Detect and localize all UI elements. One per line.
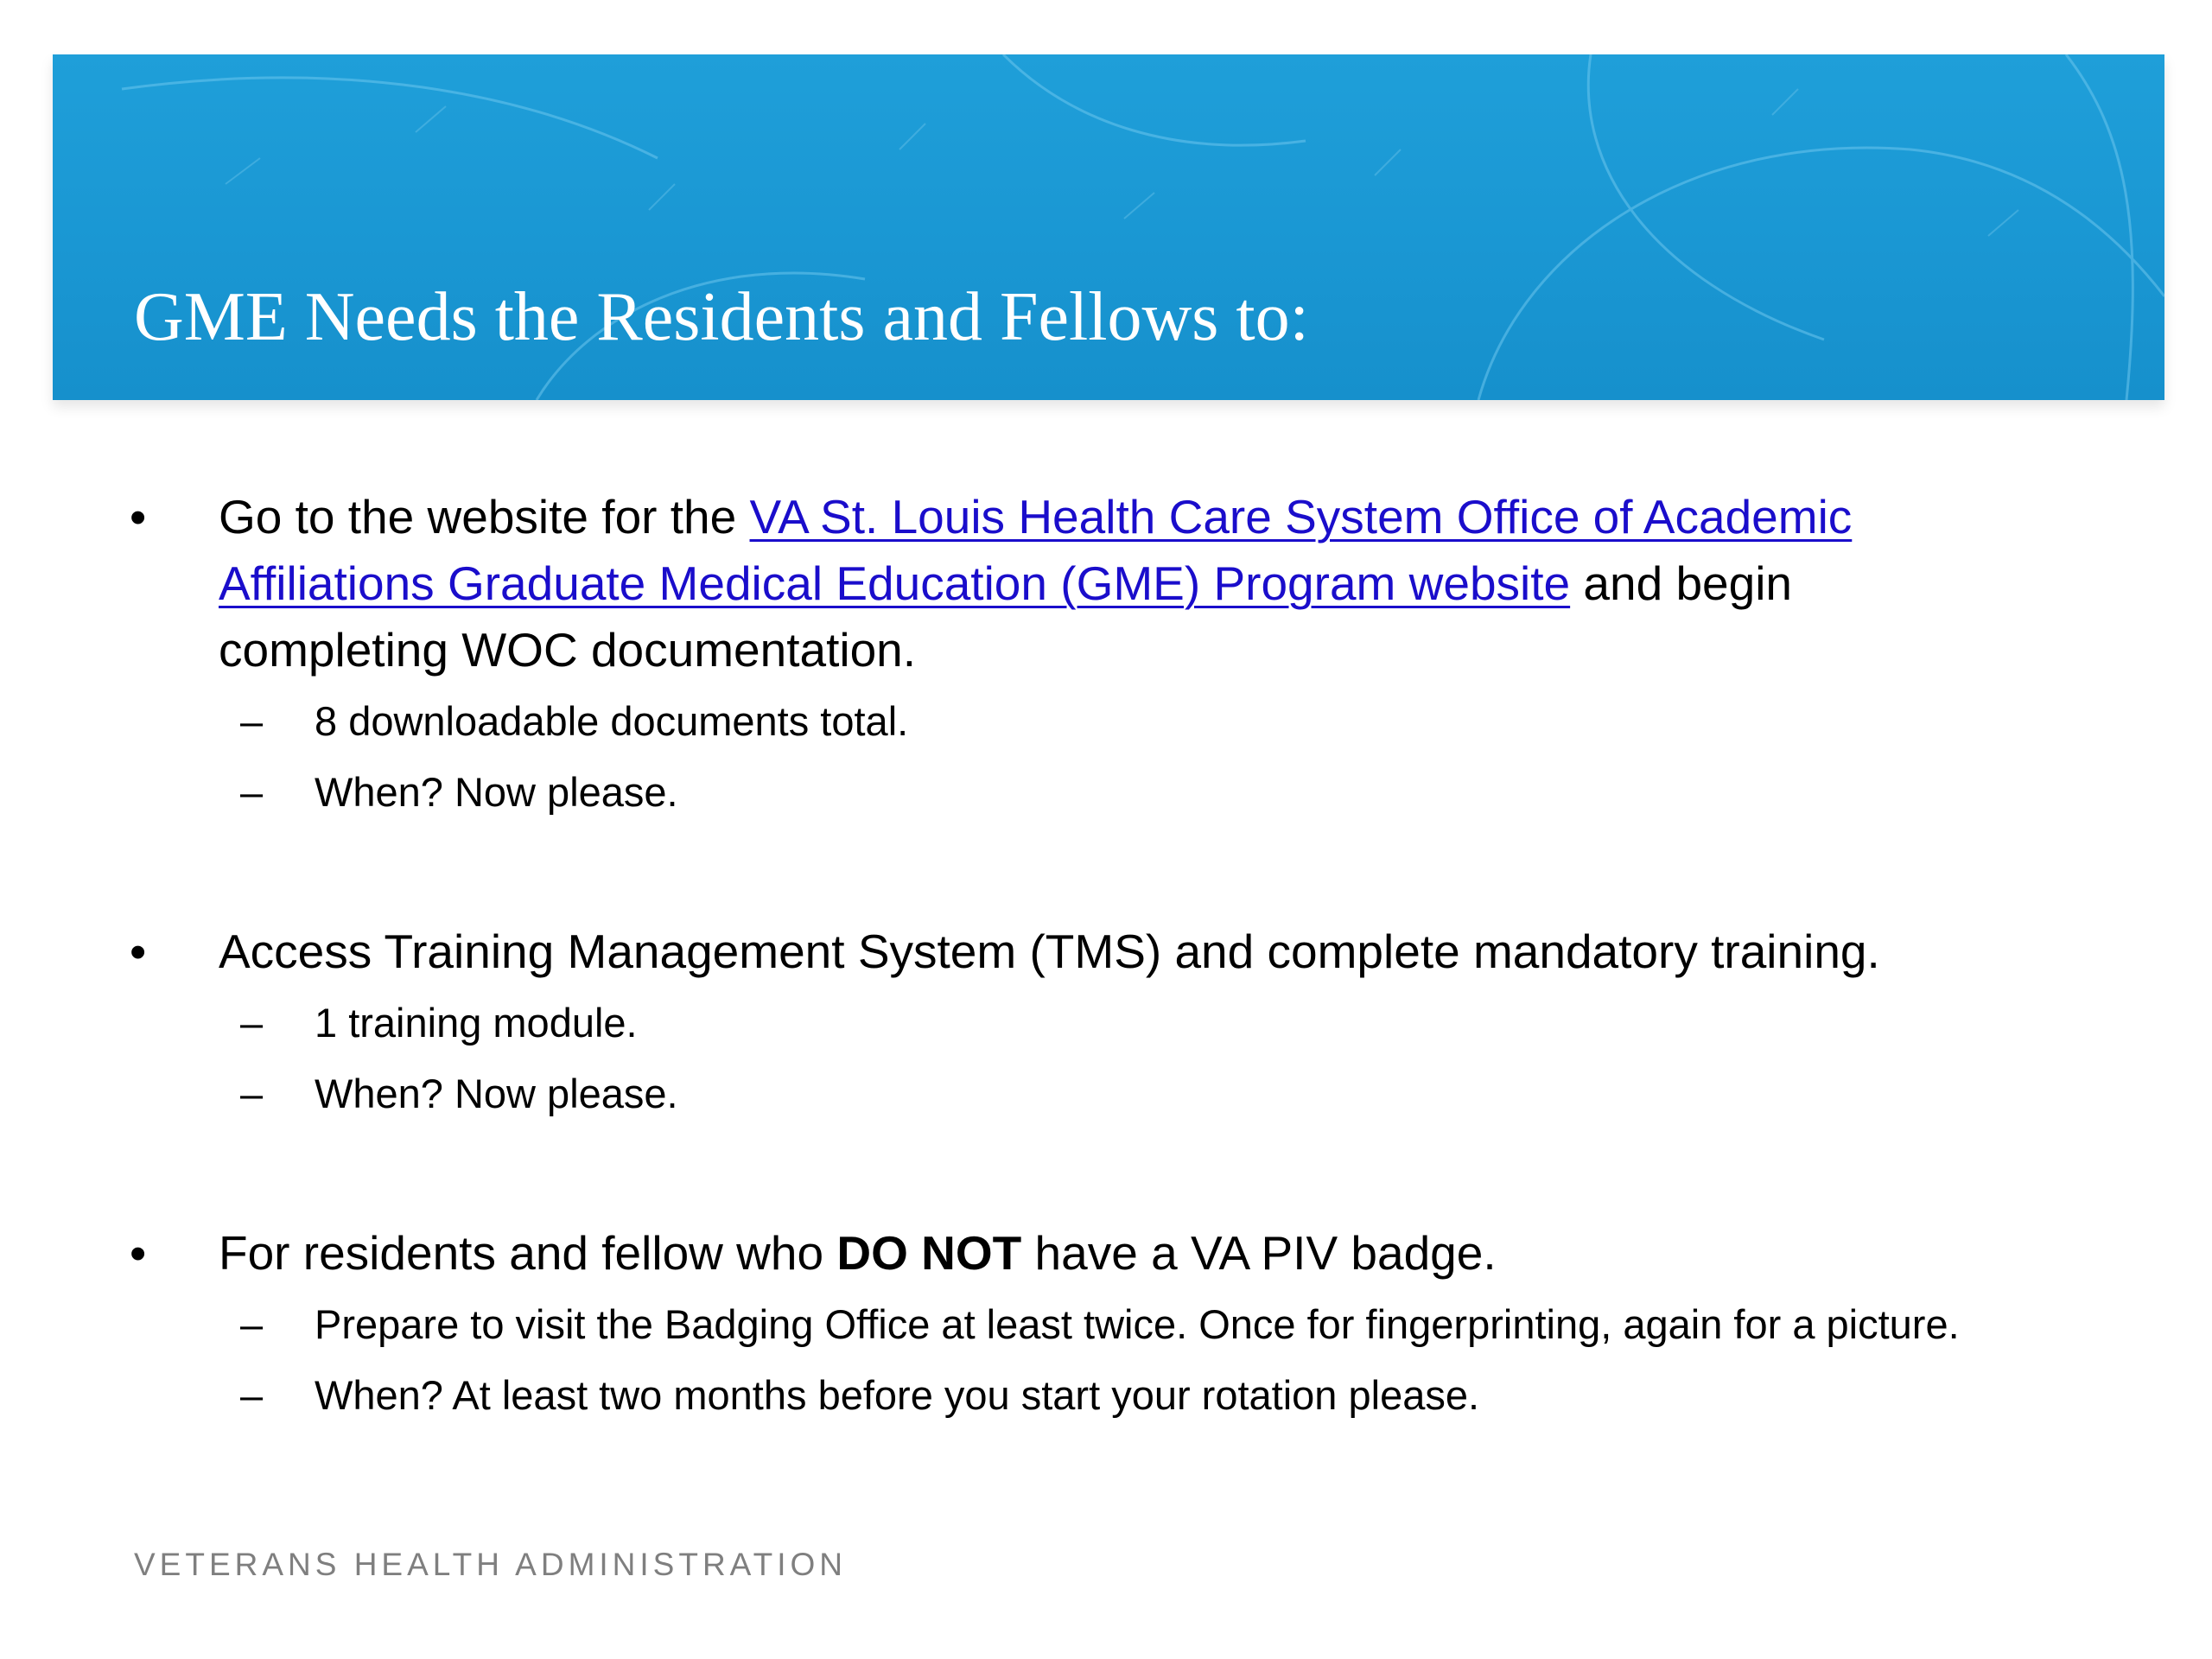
bullet-list (130, 484, 2031, 1522)
sub-item (130, 1366, 2031, 1425)
dash-marker: – (240, 698, 264, 744)
bullet-text (130, 1220, 2031, 1287)
bullet-text-after: and begin completing WOC documentation. (219, 556, 1793, 677)
bullet-text-after: have a VA PIV badge. (1021, 1226, 1497, 1280)
dash-marker: – (240, 769, 264, 815)
sub-item-text: When? Now please. (315, 1071, 678, 1116)
sub-item (130, 763, 2031, 822)
bullet-marker: • (130, 490, 147, 543)
list-item (130, 1220, 2031, 1425)
dash-marker: – (240, 1372, 264, 1418)
dash-marker: – (240, 1000, 264, 1046)
list-item (130, 918, 2031, 1123)
sub-item (130, 1295, 2031, 1354)
page-title: GME Needs the Residents and Fellows to: (134, 279, 1309, 355)
list-item (130, 484, 2031, 822)
sub-list (130, 692, 2031, 822)
sub-item-text: When? Now please. (315, 769, 678, 815)
sub-item-text: When? At least two months before you start your rotation please. (315, 1372, 1480, 1418)
sub-item (130, 994, 2031, 1052)
gme-website-link[interactable]: VA St. Louis Health Care System Office of Academic Affiliations Graduate Medical Education (GME) Program website (219, 490, 1853, 610)
bullet-text-before: Go to the website for the (219, 490, 750, 543)
bullet-marker: • (130, 1226, 147, 1280)
sub-item-text: Prepare to visit the Badging Office at least twice. Once for fingerprinting, again for a picture. (315, 1301, 1960, 1347)
dash-marker: – (240, 1071, 264, 1116)
sub-list (130, 1295, 2031, 1425)
dash-marker: – (240, 1301, 264, 1347)
bullet-text-bold: DO NOT (836, 1226, 1022, 1280)
sub-item (130, 692, 2031, 751)
bullet-marker: • (130, 925, 147, 978)
bullet-text-before: For residents and fellow who (219, 1226, 837, 1280)
sub-item-text: 1 training module. (315, 1000, 638, 1046)
bullet-text-main: Access Training Management System (TMS) and complete mandatory training. (219, 925, 1880, 978)
sub-item-text: 8 downloadable documents total. (315, 698, 909, 744)
bullet-text (130, 484, 2031, 683)
sub-list (130, 994, 2031, 1123)
bullet-text (130, 918, 2031, 985)
title-banner (53, 54, 2164, 400)
sub-item (130, 1065, 2031, 1123)
footer-label: VETERANS HEALTH ADMINISTRATION (134, 1547, 847, 1582)
